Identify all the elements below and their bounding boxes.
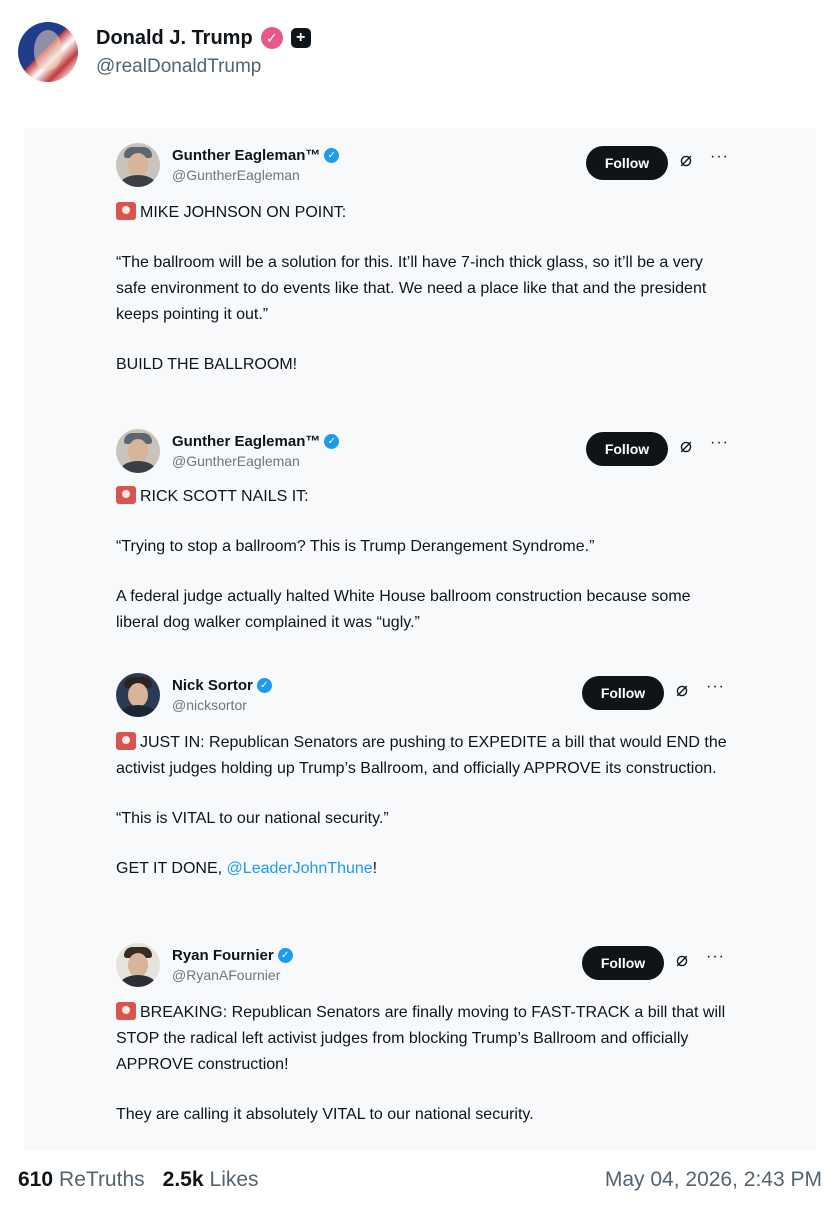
author-name[interactable]: Donald J. Trump [96, 26, 253, 49]
avatar[interactable] [116, 429, 160, 473]
verified-badge-icon: ✓ [261, 27, 283, 49]
grok-icon[interactable]: ⌀ [680, 435, 693, 457]
post-timestamp[interactable]: May 04, 2026, 2:43 PM [604, 1168, 822, 1191]
quoted-post-header [116, 428, 736, 474]
embedded-screenshot [24, 128, 816, 1150]
more-options-icon[interactable]: ··· [710, 434, 729, 451]
retruths-count: 610 [18, 1168, 54, 1191]
post-footer [18, 1164, 822, 1196]
quoted-post-1 [116, 142, 736, 378]
quoted-post-2 [116, 428, 736, 636]
more-options-icon[interactable]: ··· [706, 678, 725, 695]
quoted-author-handle[interactable]: @RyanAFournier [172, 967, 281, 983]
retruths-label: ReTruths [59, 1168, 145, 1191]
quoted-author-name[interactable]: Gunther Eagleman™ [172, 433, 321, 450]
quoted-author-name[interactable]: Gunther Eagleman™ [172, 147, 321, 164]
grok-icon[interactable]: ⌀ [680, 149, 693, 171]
more-options-icon[interactable]: ··· [706, 948, 725, 965]
verified-check-icon: ✓ [324, 148, 339, 163]
grok-icon[interactable]: ⌀ [676, 949, 689, 971]
likes-stat[interactable] [163, 1168, 259, 1192]
likes-count: 2.5k [162, 1168, 204, 1191]
post-text: RICK SCOTT NAILS IT: [116, 484, 736, 510]
author-avatar[interactable] [18, 22, 78, 82]
siren-emoji-icon [116, 1002, 136, 1020]
quoted-author-name[interactable]: Ryan Fournier [172, 947, 274, 964]
post-text: GET IT DONE, @LeaderJohnThune! [116, 860, 378, 877]
post-text: BREAKING: Republican Senators are finally moving to FAST-TRACK a bill that will STOP the radical left activist judges from blocking Trump’s Ballroom and officially APPROVE construction! [116, 1004, 726, 1073]
siren-emoji-icon [116, 486, 136, 504]
post-text: MIKE JOHNSON ON POINT: [116, 200, 736, 226]
quoted-author-handle[interactable]: @nicksortor [172, 697, 247, 713]
avatar[interactable] [116, 673, 160, 717]
mention-link[interactable]: @LeaderJohnThune [226, 860, 373, 877]
author-info [96, 27, 311, 78]
quoted-post-4 [116, 942, 736, 1128]
quoted-author-handle[interactable]: @GuntherEagleman [172, 167, 300, 183]
more-options-icon[interactable]: ··· [710, 148, 729, 165]
post-text: A federal judge actually halted White House ballroom construction because some liberal dog walker complained it was “ugly.” [116, 588, 691, 631]
retruths-stat[interactable] [18, 1168, 145, 1192]
quoted-post-3 [116, 672, 736, 882]
follow-button[interactable]: Follow [586, 432, 668, 466]
post-text: “Trying to stop a ballroom? This is Trump Derangement Syndrome.” [116, 538, 595, 555]
plus-badge-icon: + [291, 28, 311, 48]
avatar[interactable] [116, 143, 160, 187]
verified-check-icon: ✓ [257, 678, 272, 693]
siren-emoji-icon [116, 202, 136, 220]
follow-button[interactable]: Follow [586, 146, 668, 180]
quoted-author-info [172, 433, 339, 469]
quoted-author-info [172, 147, 339, 183]
quoted-post-header [116, 942, 736, 988]
post-text: They are calling it absolutely VITAL to our national security. [116, 1106, 534, 1123]
post-header [18, 20, 311, 84]
verified-check-icon: ✓ [278, 948, 293, 963]
post-text: “This is VITAL to our national security.” [116, 810, 389, 827]
follow-button[interactable]: Follow [582, 946, 664, 980]
post-text: “The ballroom will be a solution for this. It’ll have 7-inch thick glass, so it’ll be a very safe environment to do events like that. We need a place like that and the president keeps pointing it out.” [116, 254, 707, 323]
quoted-author-info [172, 947, 293, 983]
quoted-author-handle[interactable]: @GuntherEagleman [172, 453, 300, 469]
quoted-post-header [116, 142, 736, 188]
likes-label: Likes [209, 1168, 259, 1191]
follow-button[interactable]: Follow [582, 676, 664, 710]
verified-check-icon: ✓ [324, 434, 339, 449]
author-name-row [96, 27, 311, 50]
quoted-author-info [172, 677, 272, 713]
author-handle[interactable]: @realDonaldTrump [96, 55, 262, 77]
siren-emoji-icon [116, 732, 136, 750]
post-text: JUST IN: Republican Senators are pushing to EXPEDITE a bill that would END the activist judges holding up Trump’s Ballroom, and officially APPROVE its construction. [116, 734, 727, 777]
post-text: BUILD THE BALLROOM! [116, 356, 298, 373]
quoted-author-name[interactable]: Nick Sortor [172, 677, 253, 694]
grok-icon[interactable]: ⌀ [676, 679, 689, 701]
quoted-post-header [116, 672, 736, 718]
avatar[interactable] [116, 943, 160, 987]
